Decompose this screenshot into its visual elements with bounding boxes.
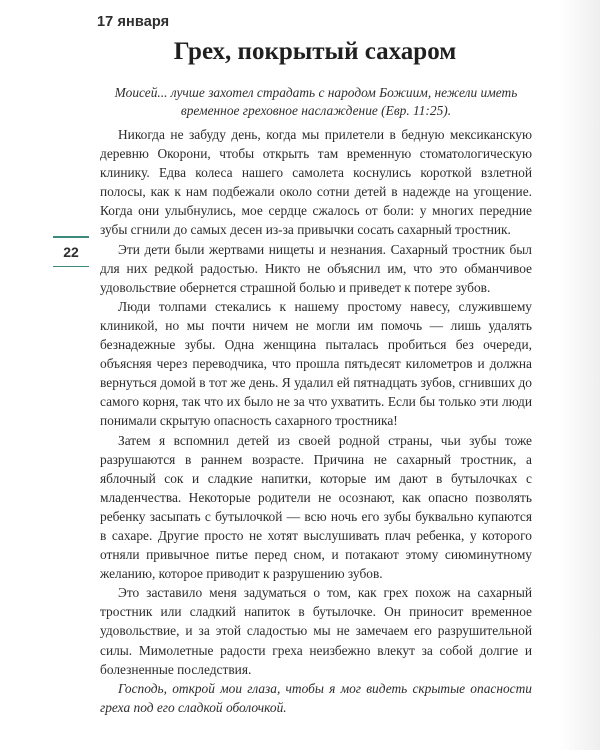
- paragraph: Никогда не забуду день, когда мы прилетели в бедную мексиканскую деревню Окорони, чтобы открыть там временную стоматологическую клинику. Едва колеса нашего самолета коснулись короткой взлетной полосы, как к нам подбежали около сотни детей в надежде на угощение. Когда они улыбнулись, мое сердце сжалось от боли: у многих передние зубы сгнили до самых десен из-за привычки сосать сахарный тростник.: [100, 127, 532, 238]
- date-header: 17 января: [97, 14, 170, 30]
- paragraph: Затем я вспомнил детей из своей родной страны, чьи зубы тоже разрушаются в раннем возрасте. Причина не сахарный тростник, а яблочный сок и сладкие напитки, которые им дают в бутылочках с младенчества. Некоторые родители не осознают, как опасно позволять ребенку засыпать с бутылочкой — всю ночь его зубы буквально купаются в сахаре. Другие просто не хотят выслушивать плач ребенка, у которого отняли привычное питье перед сном, и потакают этому сиюминутному желанию, которое приводит к разрушению зубов.: [100, 432, 532, 582]
- page-number-rule-bottom: [53, 266, 89, 268]
- page-number: 22: [63, 243, 79, 260]
- page-number-rule-top: [53, 236, 89, 238]
- body-text: [100, 125, 532, 717]
- page-number-block: [53, 236, 89, 267]
- page-edge-shadow: [560, 0, 600, 750]
- epigraph-line: Моисей... лучше захотел страдать с народом Божиим, нежели иметь: [114, 85, 518, 100]
- paragraph: Это заставило меня задуматься о том, как грех похож на сахарный тростник или сладкий напиток в бутылочке. Он приносит временное удовольствие, и за этой сладостью мы не замечаем его разрушительной силы. Мимолетные радости греха неизбежно влекут за собой долгие и болезненные последствия.: [100, 585, 532, 677]
- epigraph: [100, 84, 532, 120]
- paragraph: Люди толпами стекались к нашему простому навесу, служившему клиникой, но мы почти ничем не могли им помочь — лишь удалять безнадежные зубы. Одна женщина пыталась пробиться без очереди, объясняя через переводчика, что прошла пятьдесят километров и должна вернуться домой в тот же день. Я удалил ей пятнадцать зубов, сгнивших до самого корня, так что их было не за что ухватить. Если бы только эти люди понимали скрытую опасность сахарного тростника!: [100, 298, 532, 429]
- paragraph: Эти дети были жертвами нищеты и незнания. Сахарный тростник был для них редкой радостью. Никто не объяснил им, что это обманчивое удовольствие обернется страшной болью и приведет к потере зубов.: [100, 241, 532, 295]
- prayer-paragraph: Господь, открой мои глаза, чтобы я мог видеть скрытые опасности греха под его сладкой оболочкой.: [100, 680, 532, 715]
- epigraph-line: временное греховное наслаждение (Евр. 11:25).: [180, 103, 452, 118]
- page-title: Грех, покрытый сахаром: [173, 38, 457, 65]
